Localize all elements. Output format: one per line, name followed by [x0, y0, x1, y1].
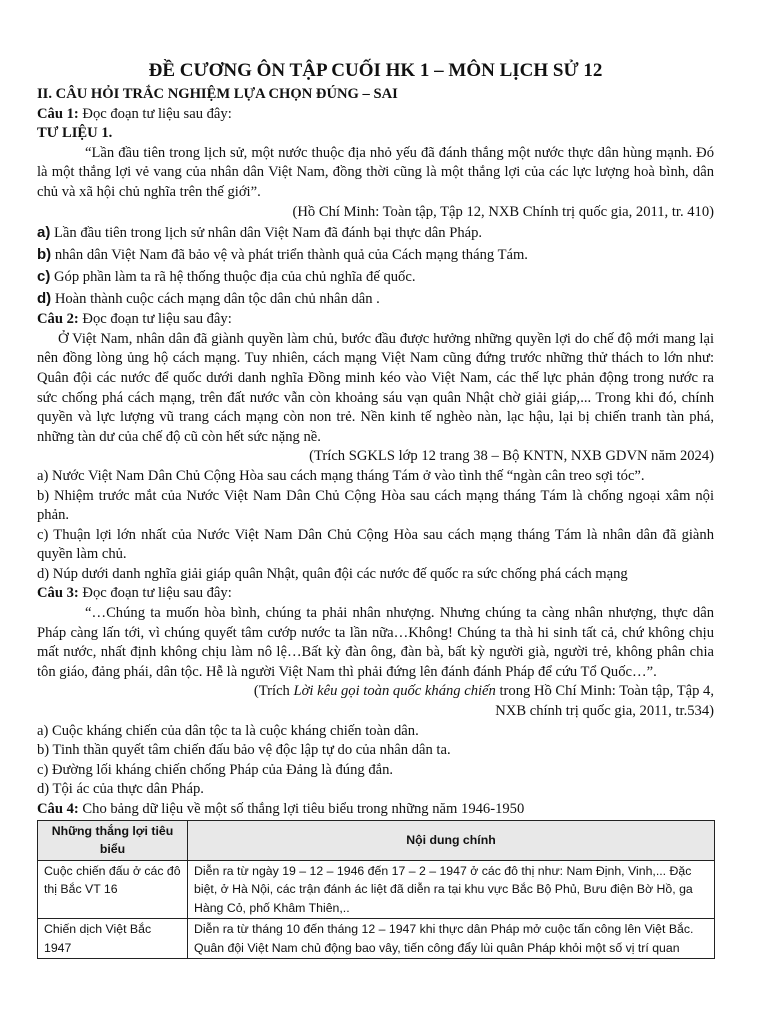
question-1-option-c: c) Góp phần làm ta rã hệ thống thuộc địa của chủ nghĩa đế quốc.: [37, 268, 416, 286]
question-1-option-d: d) Hoàn thành cuộc cách mạng dân tộc dân chủ nhân dân .: [37, 290, 380, 308]
question-2-option-a: a) Nước Việt Nam Dân Chủ Cộng Hòa sau cách mạng tháng Tám ở vào tình thế “ngàn cân treo sợi tóc”.: [37, 467, 645, 484]
table-header-row: [38, 820, 715, 860]
question-3-prompt: Câu 3: Đọc đoạn tư liệu sau đây:: [37, 585, 232, 602]
question-1-prompt: Câu 1: Đọc đoạn tư liệu sau đây:: [37, 105, 232, 122]
question-4-prompt: Câu 4: Cho bảng dữ liệu về một số thắng lợi tiêu biểu trong những năm 1946-1950: [37, 801, 525, 817]
question-2-prompt: Câu 2: Đọc đoạn tư liệu sau đây:: [37, 311, 232, 328]
question-2-passage: Ở Việt Nam, nhân dân đã giành quyền làm chủ, bước đầu được hưởng những quyền lợi do chế độ mới mang lại nên đồng lòng ủng hộ cách mạng. Tuy nhiên, cách mạng Việt Nam cũng đứng trước những thử thách to lớn như: Quân đội các nước để quốc dưới danh nghĩa Đồng minh kéo vào Việt Nam, các thế lực phản động trong nước ra sức chống phá cách mạng, trên đất nước vẫn còn khoảng sáu vạn quân Nhật chờ giải giáp,... Trong khi đó, chính quyền và lực lượng vũ trang cách mạng còn non trẻ. Nền kinh tế nghèo nàn, lạc hậu, lại bị chiến tranh tàn phá, những tàn dư của chế độ cũ còn hết sức nặng nề.: [37, 330, 714, 445]
table-cell: Chiến dịch Việt Bắc 1947: [38, 919, 188, 959]
question-1-passage: “Lần đầu tiên trong lịch sử, một nước thuộc địa nhỏ yếu đã đánh thắng một nước thực dân hùng mạnh. Đó là một thắng lợi vẻ vang của nhân dân Việt Nam, đồng thời cũng là một thắng lợi của các lực lượng hoà bình, dân chủ và xã hội chủ nghĩa trên thế giới”.: [37, 144, 714, 200]
table-header-cell: Những thắng lợi tiêu biểu: [38, 820, 188, 860]
question-2-option-d: d) Núp dưới danh nghĩa giải giáp quân Nhật, quân đội các nước đế quốc ra sức chống phá cách mạng: [37, 565, 628, 582]
question-2-option-c: c) Thuận lợi lớn nhất của Nước Việt Nam Dân Chủ Cộng Hòa sau cách mạng tháng Tám là nhân dân đã giành quyền làm chủ.: [37, 526, 714, 563]
question-3-citation-line2: NXB chính trị quốc gia, 2011, tr.534): [495, 703, 714, 720]
question-2-citation: (Trích SGKLS lớp 12 trang 38 – Bộ KNTN, NXB GDVN năm 2024): [309, 448, 714, 465]
question-2-label: Câu 2:: [37, 311, 79, 328]
section-heading: II. CÂU HỎI TRẮC NGHIỆM LỰA CHỌN ĐÚNG – SAI: [37, 86, 398, 102]
table-row: [38, 860, 715, 919]
table-header-cell: Nội dung chính: [188, 820, 715, 860]
table-cell: Cuộc chiến đấu ở các đô thị Bắc VT 16: [38, 860, 188, 919]
question-1-option-a: a) Lần đầu tiên trong lịch sử nhân dân Việt Nam đã đánh bại thực dân Pháp.: [37, 224, 483, 242]
question-2-option-b: b) Nhiệm trước mắt của Nước Việt Nam Dân Chủ Cộng Hòa sau cách mạng tháng Tám là chống ngoại xâm nội phản.: [37, 487, 714, 524]
table-cell: Diễn ra từ tháng 10 đến tháng 12 – 1947 khi thực dân Pháp mở cuộc tấn công lên Việt Bắc. Quân đội Việt Nam chủ động bao vây, tiến công đẩy lùi quân Pháp khỏi một số vị trí quan: [188, 919, 715, 959]
question-3-label: Câu 3:: [37, 585, 79, 602]
question-3-citation: (Trích Lời kêu gọi toàn quốc kháng chiến trong Hồ Chí Minh: Toàn tập, Tập 4,: [253, 683, 714, 700]
question-3-option-a: a) Cuộc kháng chiến của dân tộc ta là cuộc kháng chiến toàn dân.: [37, 722, 419, 739]
question-3-option-d: d) Tội ác của thực dân Pháp.: [37, 781, 204, 798]
question-3-option-c: c) Đường lối kháng chiến chống Pháp của Đảng là đúng đắn.: [37, 761, 394, 778]
question-1-label: Câu 1:: [37, 105, 79, 122]
document-title: ĐỀ CƯƠNG ÔN TẬP CUỐI HK 1 – MÔN LỊCH SỬ 12: [148, 60, 603, 81]
table-row: [38, 919, 715, 959]
victories-table: [37, 820, 715, 960]
table-cell: Diễn ra từ ngày 19 – 12 – 1946 đến 17 – 2 – 1947 ở các đô thị như: Nam Định, Vinh,... Đặc biệt, ở Hà Nội, các trận đánh ác liệt đã diễn ra tại khu vực Bắc Bộ Phủ, Bưu điện Bờ Hồ, ga Hàng Cỏ, phố Khâm Thiên,..: [188, 860, 715, 919]
question-1-option-b: b) nhân dân Việt Nam đã bảo vệ và phát triển thành quả của Cách mạng tháng Tám.: [37, 246, 528, 264]
source-title: TƯ LIỆU 1.: [37, 125, 113, 142]
question-1-citation: (Hồ Chí Minh: Toàn tập, Tập 12, NXB Chính trị quốc gia, 2011, tr. 410): [292, 203, 714, 220]
question-4-label: Câu 4:: [37, 801, 79, 817]
question-3-option-b: b) Tinh thần quyết tâm chiến đấu bảo vệ độc lập tự do của nhân dân ta.: [37, 742, 451, 759]
question-3-passage: “…Chúng ta muốn hòa bình, chúng ta phải nhân nhượng. Nhưng chúng ta càng nhân nhượng, thực dân Pháp càng lấn tới, vì chúng quyết tâm cướp nước ta lần nữa…Không! Chúng ta thà hi sinh tất cả, chứ không chịu mất nước, nhất định không chịu làm nô lệ…Bất kỳ đàn ông, đàn bà, bất kỳ người già, người trẻ, không phân chia tôn giáo, đảng phái, dân tộc. Hễ là người Việt Nam thì phải đứng lên đánh đánh Pháp để cứu Tổ Quốc…”.: [37, 605, 714, 680]
